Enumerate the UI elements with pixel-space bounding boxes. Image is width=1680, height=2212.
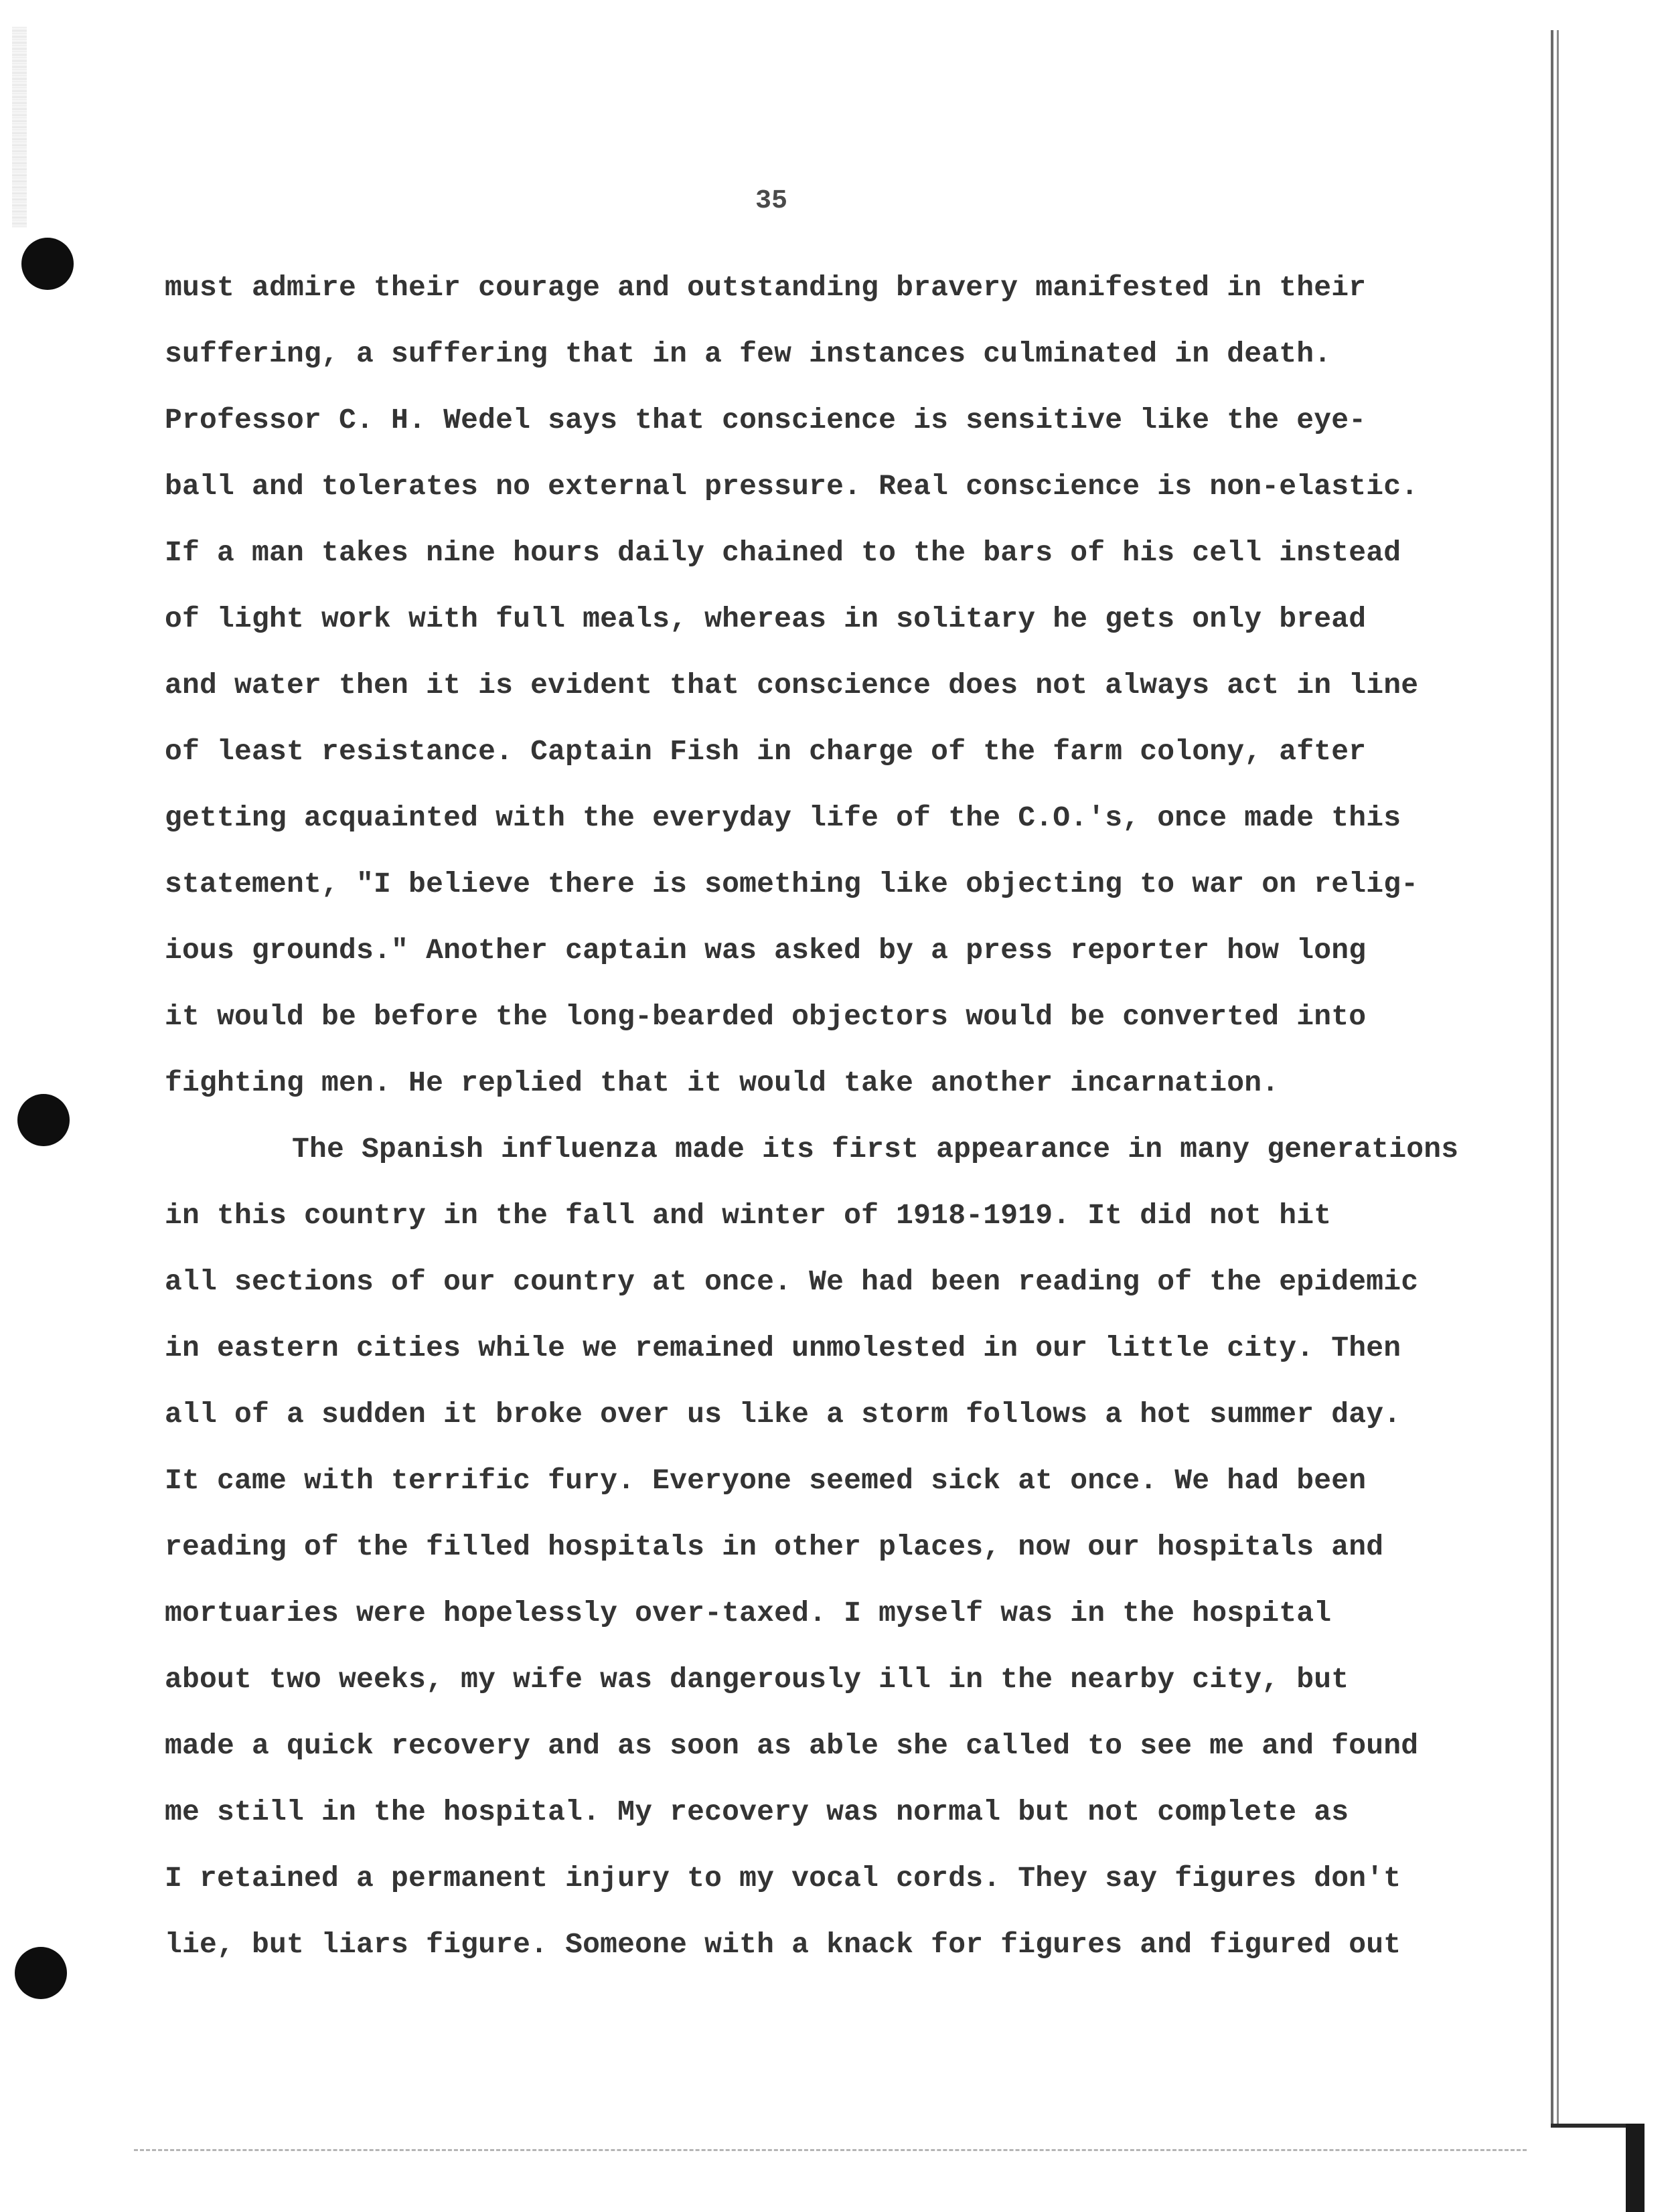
text-line: getting acquainted with the everyday life of the C.O.'s, once made this [165,801,1401,834]
text-line: If a man takes nine hours daily chained to the bars of his cell instead [165,536,1401,569]
paragraph-start-line: The Spanish influenza made its first appearance in many generations [292,1133,1459,1166]
text-line: made a quick recovery and as soon as able she called to see me and found [165,1729,1419,1762]
text-line: ious grounds." Another captain was asked by a press reporter how long [165,934,1367,967]
text-line: it would be before the long-bearded objectors would be converted into [165,1000,1367,1033]
text-line: ball and tolerates no external pressure. Real conscience is non-elastic. [165,470,1419,503]
text-line: in this country in the fall and winter of 1918-1919. It did not hit [165,1199,1332,1232]
text-line: and water then it is evident that conscience does not always act in line [165,669,1419,702]
text-line: fighting men. He replied that it would take another incarnation. [165,1066,1280,1099]
text-line: must admire their courage and outstanding bravery manifested in their [165,271,1367,304]
bottom-scan-line [134,2149,1527,2151]
punch-hole-bottom [15,1947,67,1999]
text-line: mortuaries were hopelessly over-taxed. I myself was in the hospital [165,1597,1332,1630]
text-line: Professor C. H. Wedel says that conscience is sensitive like the eye- [165,404,1367,437]
body-text [165,254,1504,1978]
text-line: statement, "I believe there is something like objecting to war on relig- [165,868,1419,900]
binding-line [1551,30,1553,2126]
text-line: in eastern cities while we remained unmolested in our little city. Then [165,1332,1401,1364]
text-line: about two weeks, my wife was dangerously ill in the nearby city, but [165,1663,1349,1696]
text-line: me still in the hospital. My recovery was normal but not complete as [165,1796,1349,1828]
scan-edge-noise [12,27,27,228]
text-line: lie, but liars figure. Someone with a knack for figures and figured out [165,1928,1401,1961]
text-line: of least resistance. Captain Fish in charge of the farm colony, after [165,735,1367,768]
page-number: 35 [755,186,788,216]
binding-line-inner [1557,30,1559,2126]
text-line: all of a sudden it broke over us like a storm follows a hot summer day. [165,1398,1401,1431]
text-line: suffering, a suffering that in a few instances culminated in death. [165,337,1332,370]
punch-hole-top [21,238,74,290]
text-line: It came with terrific fury. Everyone seemed sick at once. We had been [165,1464,1367,1497]
text-line: reading of the filled hospitals in other places, now our hospitals and [165,1530,1384,1563]
punch-hole-middle [17,1094,70,1146]
binding-bottom-block [1626,2124,1645,2212]
text-line: all sections of our country at once. We had been reading of the epidemic [165,1265,1419,1298]
text-line: I retained a permanent injury to my vocal cords. They say figures don't [165,1862,1401,1895]
text-line: of light work with full meals, whereas in solitary he gets only bread [165,603,1367,635]
